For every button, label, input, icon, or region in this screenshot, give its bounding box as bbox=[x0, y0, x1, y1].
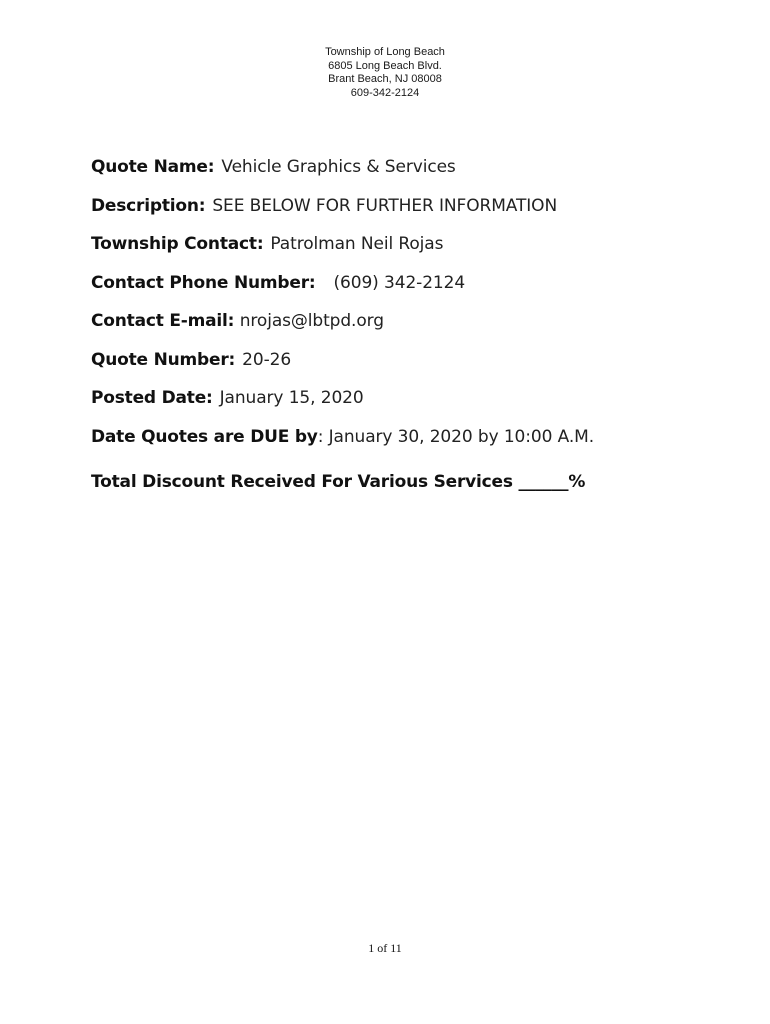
contact-email-value[interactable]: nrojas@lbtpd.org bbox=[239, 311, 384, 331]
description-row bbox=[91, 194, 557, 218]
contact-phone-row bbox=[91, 271, 465, 295]
quote-number-row bbox=[91, 348, 291, 372]
contact-phone-value: (609) 342-2124 bbox=[333, 273, 466, 293]
due-date-label: Date Quotes are DUE by bbox=[91, 427, 318, 447]
township-contact-value: Patrolman Neil Rojas bbox=[270, 234, 444, 254]
letterhead-organization: Township of Long Beach bbox=[325, 46, 445, 58]
description-label: Description: bbox=[91, 196, 206, 216]
quote-number-label: Quote Number: bbox=[91, 350, 236, 370]
total-discount-label: Total Discount Received For Various Services ______% bbox=[91, 472, 586, 492]
quote-name-label: Quote Name: bbox=[91, 157, 215, 177]
posted-date-value: January 15, 2020 bbox=[219, 388, 364, 408]
posted-date-row bbox=[91, 386, 364, 410]
quote-name-row bbox=[91, 155, 456, 179]
quote-name-value: Vehicle Graphics & Services bbox=[221, 157, 456, 177]
letterhead-street: 6805 Long Beach Blvd. bbox=[328, 59, 442, 72]
township-contact-label: Township Contact: bbox=[91, 234, 264, 254]
letterhead-city: Brant Beach, NJ 08008 bbox=[328, 73, 442, 85]
contact-phone-label: Contact Phone Number: bbox=[91, 273, 316, 293]
township-contact-row bbox=[91, 232, 443, 256]
page-footer bbox=[0, 941, 770, 956]
contact-email-label: Contact E-mail: bbox=[91, 311, 235, 331]
letterhead bbox=[0, 46, 770, 100]
contact-email-row bbox=[91, 309, 384, 333]
total-discount-row bbox=[91, 470, 585, 494]
quote-number-value: 20-26 bbox=[242, 350, 292, 370]
posted-date-label: Posted Date: bbox=[91, 388, 213, 408]
description-value: SEE BELOW FOR FURTHER INFORMATION bbox=[212, 196, 558, 216]
due-date-value: : January 30, 2020 by 10:00 A.M. bbox=[317, 427, 595, 447]
letterhead-phone: 609-342-2124 bbox=[350, 86, 420, 99]
due-date-row bbox=[91, 425, 594, 449]
page-number: 1 of 11 bbox=[368, 941, 402, 955]
